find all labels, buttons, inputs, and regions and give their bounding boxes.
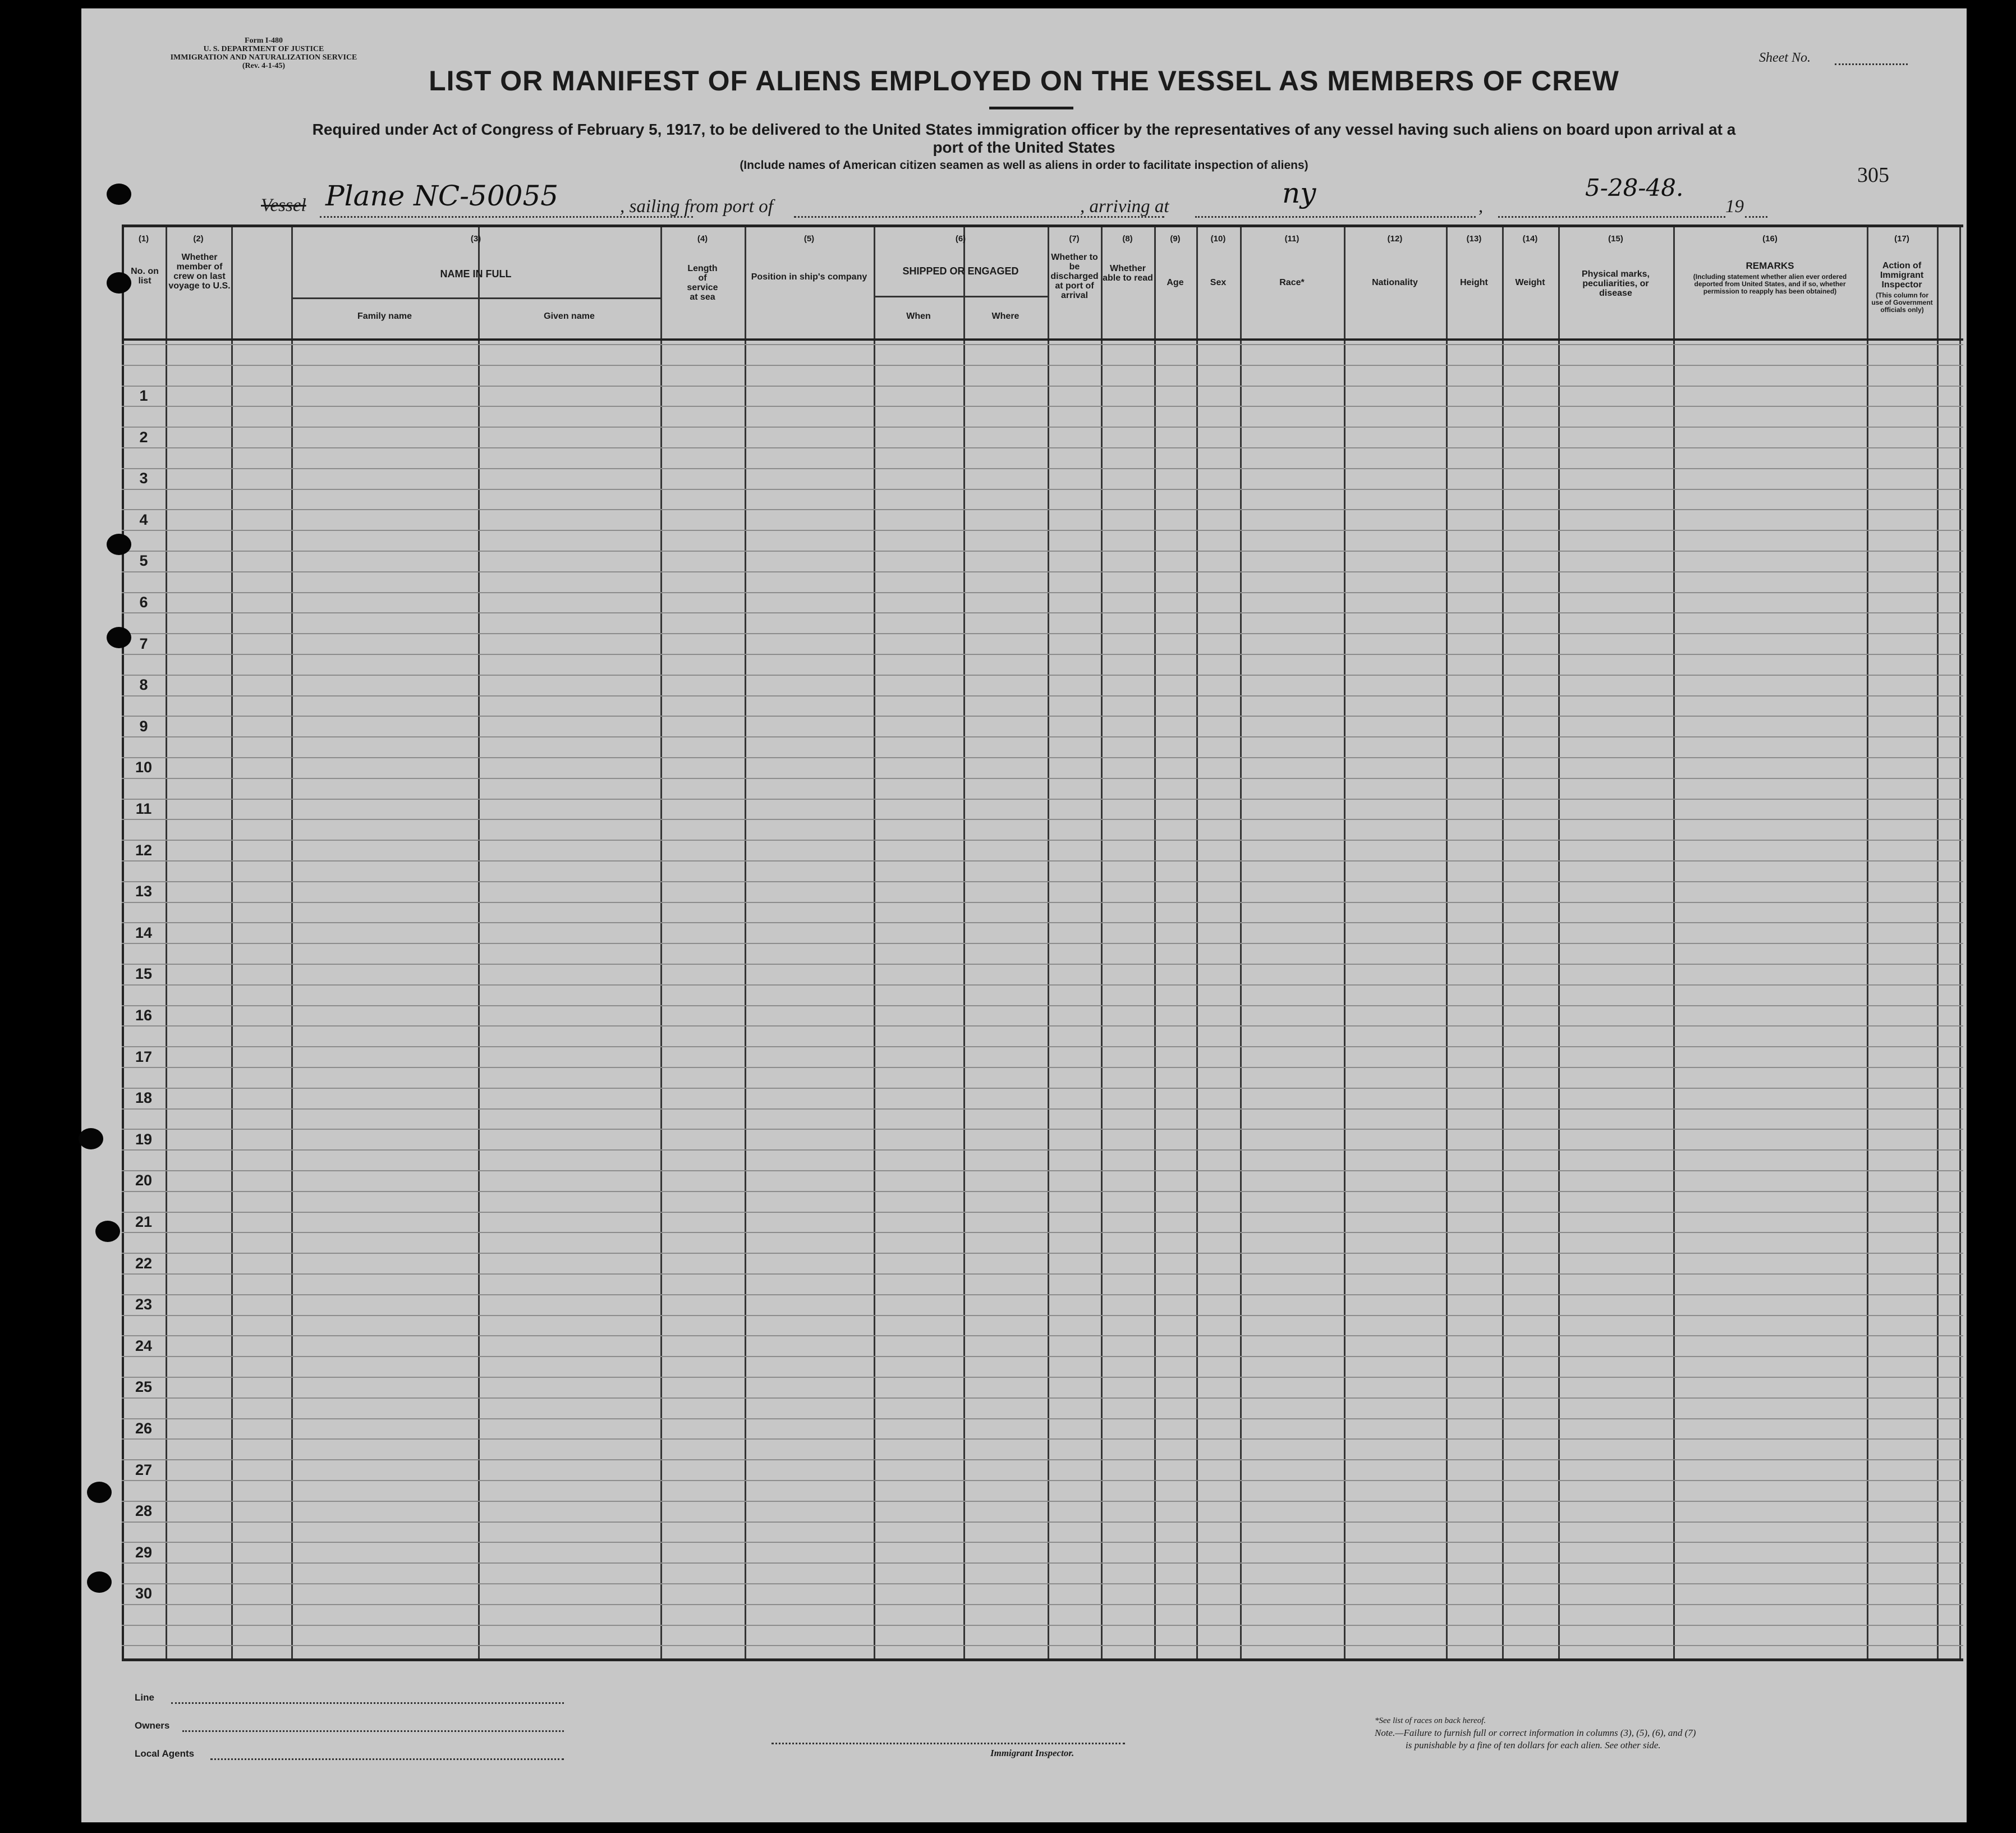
row-number: 23 [135,1296,153,1313]
ruled-line [122,1438,1963,1440]
row-number: 1 [139,387,148,404]
ruled-line [122,1542,1963,1543]
ruled-line [122,447,1963,448]
ruled-line [122,468,1963,469]
when-header: When [906,311,931,321]
ruled-line [122,840,1963,841]
row-number: 22 [135,1254,153,1272]
form-number: Form I-480 [244,36,283,45]
col-5-label: Position in ship's company [751,272,867,282]
department-name: U. S. DEPARTMENT OF JUSTICE [203,45,324,53]
col-1-number: (1) [138,234,149,244]
col-11-number: (11) [1284,234,1299,244]
family-name-header: Family name [357,311,412,321]
col-4-label: Length of service at sea [687,264,718,302]
service-name: IMMIGRATION AND NATURALIZATION SERVICE [170,53,357,62]
col-15-label: Physical marks, peculiarities, or disease [1582,269,1650,298]
races-note: *See list of races on back hereof. [1375,1716,1486,1725]
ruled-line [122,551,1963,552]
ruled-line [122,1067,1963,1068]
row-number: 21 [135,1213,153,1230]
local-agents-field[interactable] [210,1758,564,1760]
ruled-line [122,406,1963,407]
ruled-line [122,612,1963,613]
owners-field[interactable] [182,1730,564,1732]
page-title: LIST OR MANIFEST OF ALIENS EMPLOYED ON THE VESSEL AS MEMBERS OF CREW [429,65,1619,97]
ruled-line [122,1418,1963,1419]
punch-hole [87,1482,112,1503]
ruled-line [122,881,1963,882]
col-6-label: SHIPPED OR ENGAGED [902,265,1019,277]
col-2-number: (2) [193,234,204,244]
ruled-line [122,922,1963,923]
year-prefix: 19 [1725,196,1744,217]
vessel-label: Vessel [261,195,306,216]
col-15-number: (15) [1608,234,1623,244]
manifest-sheet: Form I-480 U. S. DEPARTMENT OF JUSTICE IMMIGRATION AND NATURALIZATION SERVICE (Rev. 4-1-45) Sheet No. 305 LIST OR MANIFEST OF ALIENS EMPLOYED ON THE VESSEL AS MEMBERS OF CREW Required under Act of Congress of February 5, 1917, to be delivered to the United States immigration officer by the representatives of any vessel having such aliens on board upon arrival at a port of the United States (Include names of American citizen seamen as well as aliens in order to facilitate inspection of aliens) Vessel Plane NC-50055 , sailing from port of , arriving at ny , 5-28-48. 19 (1) (2) (3) (4) (5) (6) (7) (8) (9) (10) (11) (12) (13) (14) (15) (16) (17) No. on list Whether member of crew on last voyage to U.S. NAME IN FULL Family name Given name Length of service at sea Position in ship's company SHIPPED OR ENGAGED When Where Whether to be discharged at port of arrival Whether able to read Age Sex Race* Nationality Height Weight Physical marks, peculiarities, or disease REMARKS (Including statement whether alien ever ordered deported from United States, and if so, whether permission to reapply has been obtained) Action of Immigrant Inspector (This column for use of Government officials only) 1 2 3 4 5 6 7 8 9 10 11 12 13 14 15 16 17 18 19 20 21 22 23 24 25 26 27 28 29 30 Line Owners Local Agents Immigrant Inspector. *See list of races on back hereof. Note.—Failure to furnish full or correct information in columns (3), (5), (6), and (7) is punishable by a fine of ten dollars for each alien. See other side. [81,8,1967,1822]
ruled-line [122,1480,1963,1481]
row-number: 28 [135,1502,153,1520]
row-number: 2 [139,428,148,446]
col-9-label: Age [1167,278,1184,287]
ruled-line [122,489,1963,490]
arriving-value: ny [1282,177,1316,209]
ruled-line [122,344,1963,345]
ruled-line [122,1005,1963,1006]
ruled-line [122,1170,1963,1171]
ruled-line [122,1212,1963,1213]
ruled-line [122,902,1963,903]
col-3-number: (3) [470,234,481,244]
ruled-line [122,571,1963,572]
requirement-text [182,121,1866,157]
ruled-line [122,1562,1963,1564]
arriving-field[interactable] [1195,216,1476,218]
row-number: 9 [139,717,148,735]
given-name-header: Given name [544,311,595,321]
ruled-line [122,695,1963,696]
row-number: 8 [139,676,148,694]
punch-hole [107,272,131,294]
ruled-line [122,1315,1963,1316]
ruled-line [122,1356,1963,1357]
ruled-line [122,1088,1963,1089]
ruled-line [122,1273,1963,1275]
punch-hole [107,627,131,648]
date-field[interactable] [1498,216,1725,218]
col-16-number: (16) [1762,234,1778,244]
ruled-line [122,1625,1963,1626]
ruled-line [122,1583,1963,1584]
punch-hole [87,1571,112,1593]
row-number: 16 [135,1007,153,1024]
col-16-label: REMARKS [1746,260,1794,271]
row-number: 26 [135,1420,153,1437]
col-7-label: Whether to be discharged at port of arrival [1050,253,1099,300]
vessel-value: Plane NC-50055 [325,180,559,212]
ruled-line [122,1232,1963,1233]
ruled-line [122,1025,1963,1027]
punch-hole [79,1128,103,1149]
row-number: 11 [135,800,152,817]
col-14-label: Weight [1515,278,1545,287]
col-8-number: (8) [1122,234,1133,244]
ruled-line [122,716,1963,717]
row-number: 12 [135,841,153,859]
arriving-label: , arriving at [1080,196,1169,217]
row-number: 18 [135,1089,153,1107]
ruled-line [122,1108,1963,1110]
row-number: 5 [139,552,148,570]
row-number: 30 [135,1585,153,1602]
line-label: Line [135,1692,154,1703]
ruled-line [122,1377,1963,1378]
sheet-stamp-number: 305 [1857,163,1889,187]
ruled-line [122,1459,1963,1460]
sheet-no-label: Sheet No. [1759,51,1811,65]
col-13-label: Height [1460,278,1488,287]
col-12-number: (12) [1387,234,1403,244]
col-11-label: Race* [1279,278,1305,287]
ruled-line [122,1645,1963,1646]
col-6-number: (6) [955,234,966,244]
col-13-number: (13) [1466,234,1482,244]
col-2-label: Whether member of crew on last voyage to U.S. [168,253,231,291]
ruled-line [122,1046,1963,1047]
ruled-line [122,778,1963,779]
where-header: Where [991,311,1020,321]
ruled-line [122,1501,1963,1502]
inspector-note: (This column for use of Government officials only) [1871,291,1933,314]
col-1-label: No. on list [131,267,159,286]
col-10-number: (10) [1210,234,1226,244]
ruled-line [122,1397,1963,1399]
line-field[interactable] [171,1702,564,1704]
punch-hole [107,184,131,205]
col-12-label: Nationality [1372,278,1418,287]
row-number: 25 [135,1378,153,1396]
ruled-line [122,633,1963,634]
owners-label: Owners [135,1720,170,1731]
row-number: 7 [139,635,148,652]
ruled-line [122,1522,1963,1523]
row-number: 4 [139,511,148,528]
ruled-line [122,1335,1963,1336]
row-number: 13 [135,883,153,900]
title-underline [989,107,1073,109]
ruled-line [122,654,1963,655]
ruled-line [122,984,1963,986]
col-5-number: (5) [803,234,815,244]
manifest-table [122,224,1963,1661]
ruled-line [122,1294,1963,1295]
col-10-label: Sex [1210,278,1227,287]
inspector-signature-field[interactable] [772,1743,1125,1744]
row-number: 27 [135,1461,153,1478]
row-number: 19 [135,1130,153,1148]
requirement-line-2: port of the United States [933,139,1115,156]
ruled-line [122,736,1963,737]
requirement-line-1: Required under Act of Congress of February 5, 1917, to be delivered to the United States immigration officer by the representatives of any vessel having such aliens on board upon arrival at a [312,121,1736,138]
ruled-line [122,757,1963,758]
col-17-label: Action of Immigrant Inspector [1880,261,1924,290]
ruled-line [122,427,1963,428]
ruled-line [122,1191,1963,1192]
ruled-line [122,365,1963,366]
ruled-line [122,819,1963,820]
row-number: 14 [135,924,153,941]
ruled-line [122,860,1963,861]
col-14-number: (14) [1522,234,1538,244]
row-number: 29 [135,1543,153,1561]
ruled-line [122,964,1963,965]
punch-hole [95,1221,120,1242]
row-number: 15 [135,965,153,983]
row-number: 3 [139,470,148,487]
ruled-line [122,592,1963,593]
date-value: 5-28-48. [1585,174,1684,201]
col-7-number: (7) [1069,234,1080,244]
ruled-line [122,799,1963,800]
ruled-line [122,386,1963,387]
row-number: 20 [135,1172,153,1189]
remarks-note: (Including statement whether alien ever ordered deported from United States, and if so, whether permission to reapply has been obtained) [1693,273,1847,295]
form-revision: (Rev. 4-1-45) [242,62,286,70]
include-note: (Include names of American citizen seamen as well as aliens in order to facilitate inspection of aliens) [740,159,1308,172]
ruled-line [122,675,1963,676]
ruled-line [122,943,1963,944]
row-number: 24 [135,1337,153,1354]
col-4-number: (4) [697,234,708,244]
inspector-label: Immigrant Inspector. [990,1748,1074,1758]
col-9-number: (9) [1170,234,1181,244]
penalty-note-2: is punishable by a fine of ten dollars for each alien. See other side. [1406,1740,1661,1750]
ruled-line [122,1253,1963,1254]
ruled-line [122,530,1963,531]
col-17-number: (17) [1894,234,1909,244]
col-8-label: Whether able to read [1103,264,1153,283]
ruled-line [122,1129,1963,1130]
row-number: 6 [139,594,148,611]
row-number: 10 [135,759,153,776]
col-3-label: NAME IN FULL [440,268,512,279]
ruled-line [122,1604,1963,1605]
ruled-line [122,1149,1963,1151]
ruled-line [122,509,1963,510]
punch-hole [107,534,131,555]
sailing-label: , sailing from port of [620,196,773,217]
row-number: 17 [135,1048,153,1065]
penalty-note-1: Note.—Failure to furnish full or correct information in columns (3), (5), (6), and (7) [1375,1727,1696,1738]
local-agents-label: Local Agents [135,1748,195,1759]
